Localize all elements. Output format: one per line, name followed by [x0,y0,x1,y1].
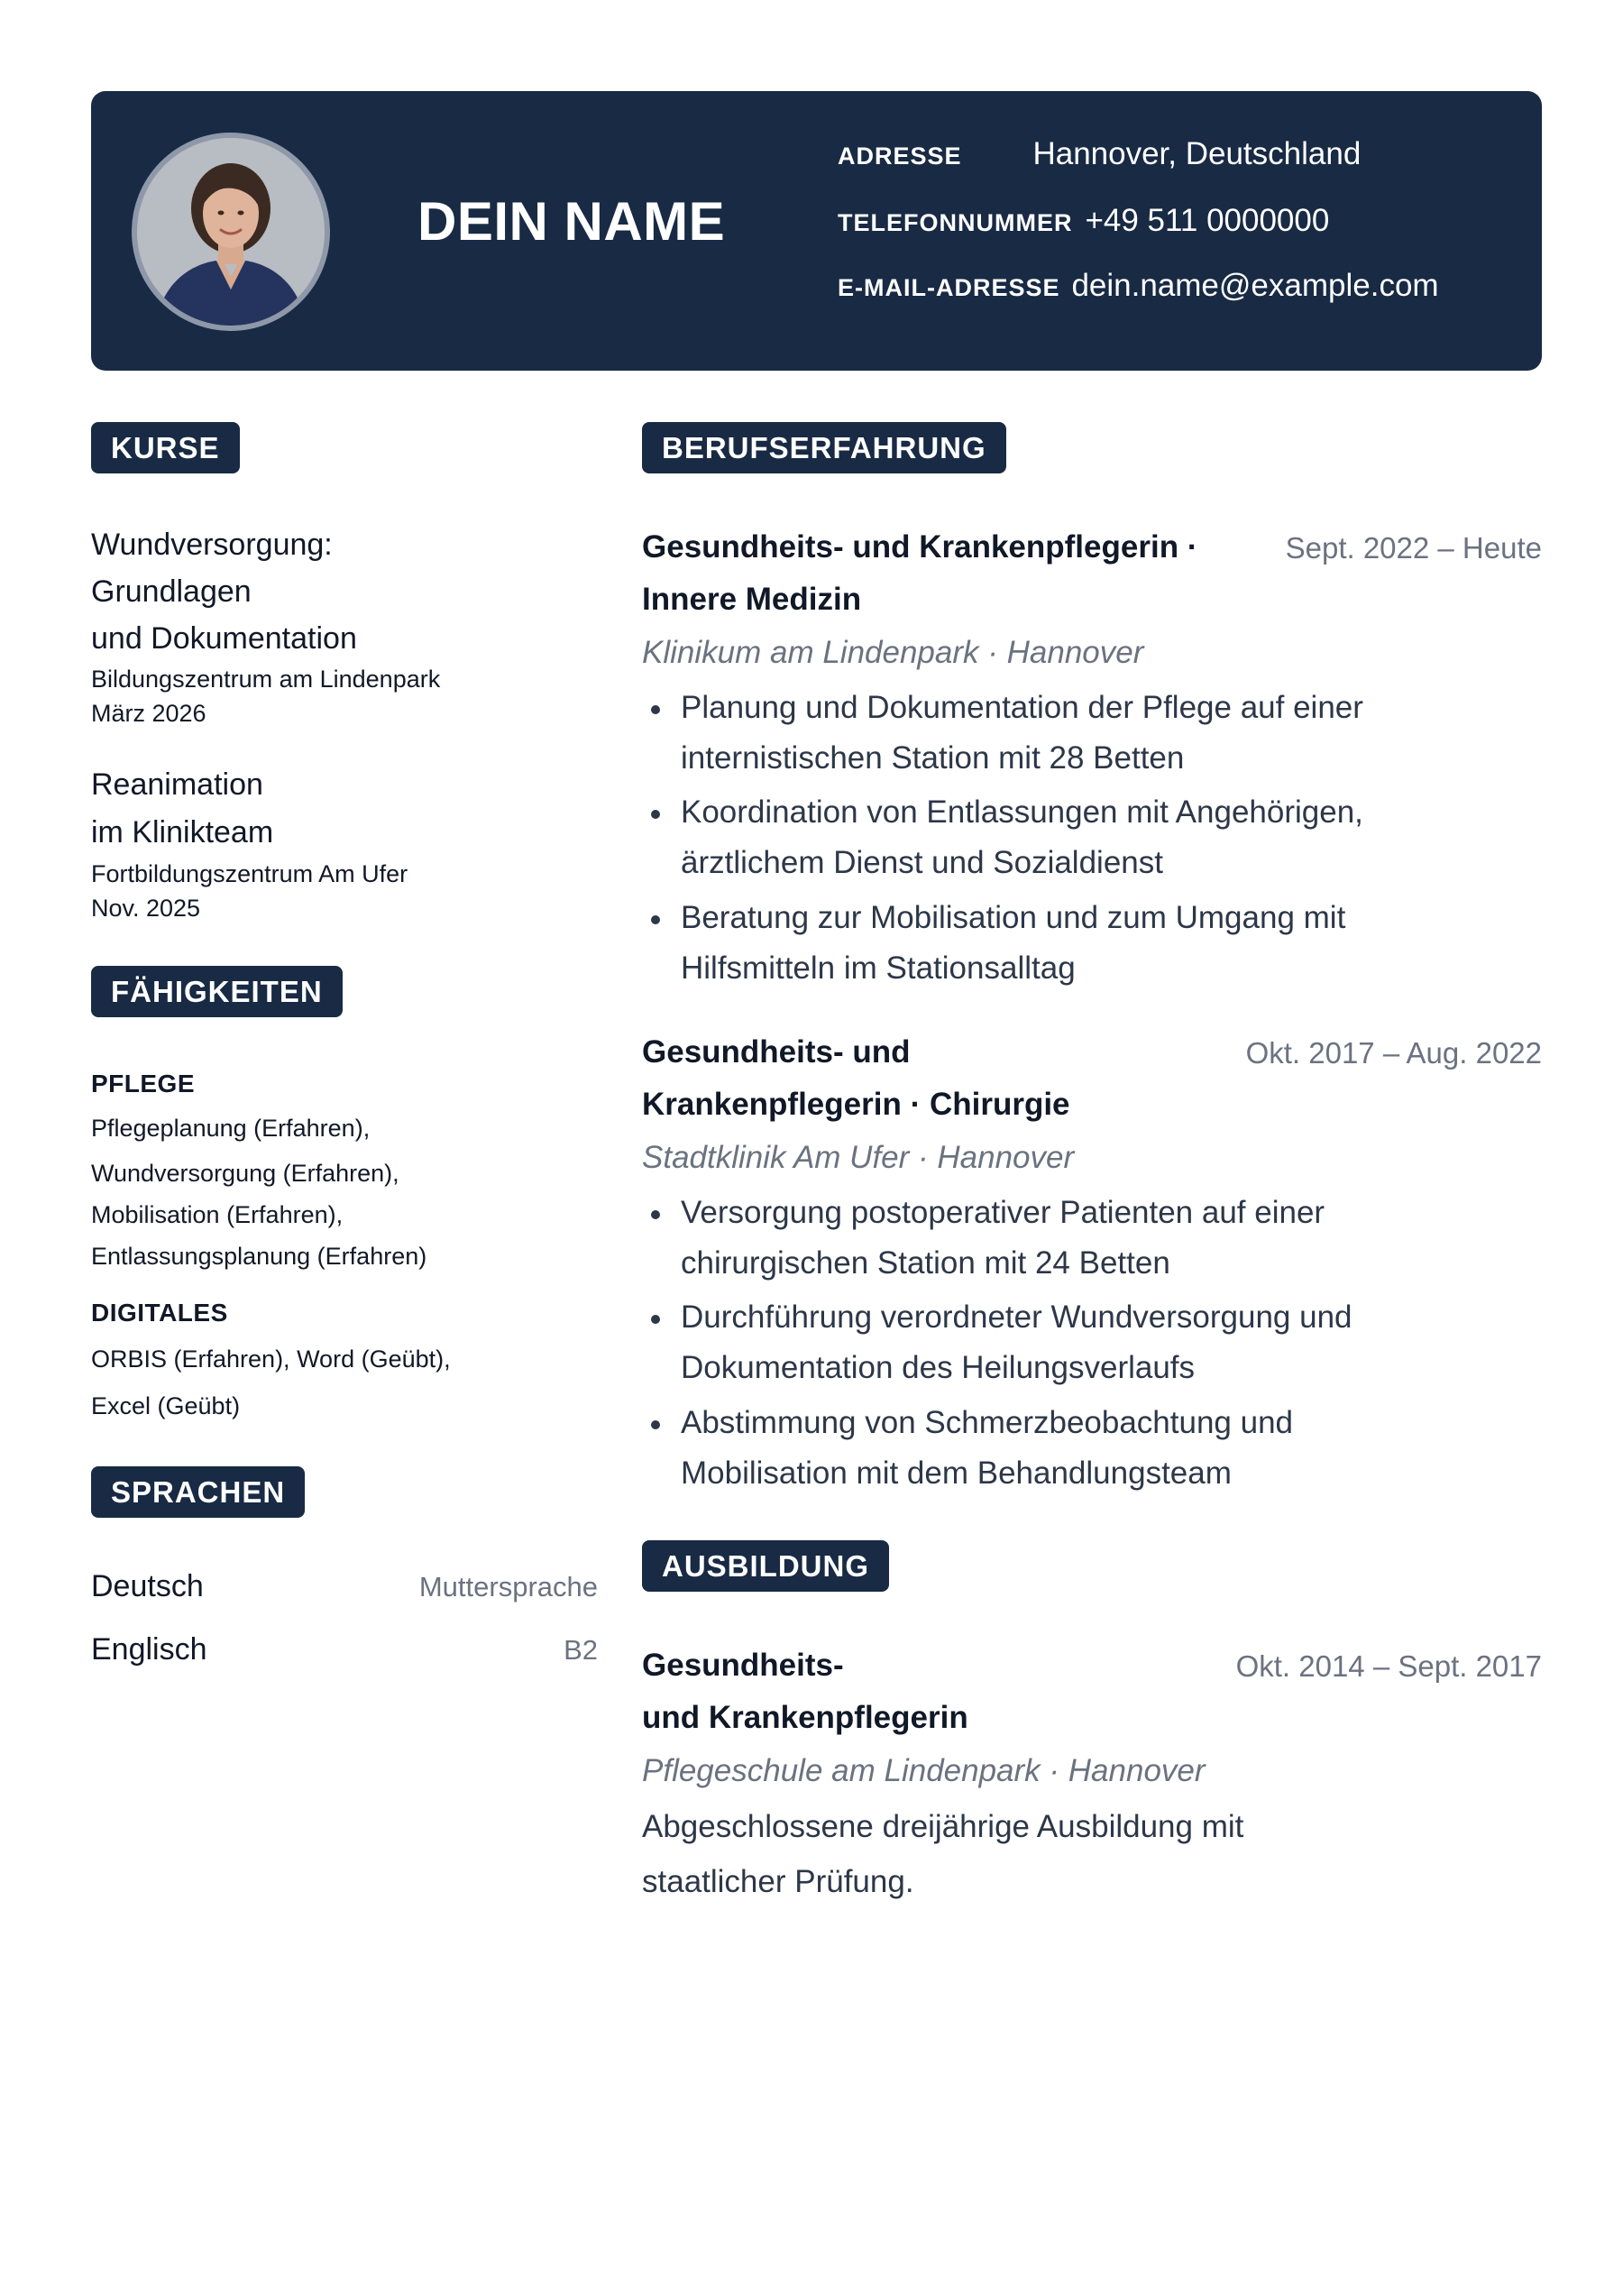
job-employer: Klinikum am Lindenpark · Hannover [642,635,1144,670]
language-level: Muttersprache [418,1571,598,1603]
list-item: Versorgung postoperativer Patienten auf einer chirurgischen Station mit 24 Betten [642,1188,1325,1289]
description-line: staatlicher Prüfung. [642,1864,914,1899]
job-title-line: Innere Medizin [642,582,862,617]
skill-category: PFLEGE [91,1070,196,1097]
section-heading-skills: FÄHIGKEITEN [91,966,343,1017]
course-date: Nov. 2025 [91,895,201,922]
job-title-line: Krankenpflegerin · Chirurgie [642,1087,1070,1122]
section-heading-languages: SPRACHEN [91,1466,305,1518]
contact-value: +49 511 0000000 [1085,203,1330,238]
course-institution: Fortbildungszentrum Am Ufer [91,860,408,887]
list-item: Abstimmung von Schmerzbeobachtung und Mobilisation mit dem Behandlungsteam [642,1398,1293,1499]
contact-value: Hannover, Deutschland [1032,136,1362,171]
contact-label: TELEFONNUMMER [838,209,1073,236]
contact-address [838,136,1361,172]
skill-line: Pflegeplanung (Erfahren), [91,1115,371,1142]
skill-line: ORBIS (Erfahren), Word (Geübt), [91,1345,451,1373]
course-title-line: im Klinikteam [91,815,274,850]
contact-phone [838,203,1329,239]
course-title-line: Grundlagen [91,574,252,609]
course-title-line: Wundversorgung: [91,528,333,562]
education-title [642,1639,968,1744]
education-description [642,1799,1243,1909]
language-level: B2 [564,1634,598,1666]
education-title-line: und Krankenpflegerin [642,1700,968,1735]
skill-category: DIGITALES [91,1299,228,1327]
job-date: Okt. 2017 – Aug. 2022 [1245,1036,1542,1070]
job-employer: Stadtklinik Am Ufer · Hannover [642,1140,1075,1175]
list-item: Koordination von Entlassungen mit Angehörigen, ärztlichem Dienst und Sozialdienst [642,787,1363,888]
contact-label: E-MAIL-ADRESSE [838,274,1060,301]
skill-line: Mobilisation (Erfahren), [91,1201,344,1228]
contact-value: dein.name@example.com [1071,268,1439,303]
description-line: Abgeschlossene dreijährige Ausbildung mit [642,1809,1244,1844]
candidate-name: DEIN NAME [417,191,726,252]
skill-line: Wundversorgung (Erfahren), [91,1160,399,1187]
skill-line: Excel (Geübt) [91,1392,241,1419]
contact-email [838,268,1439,304]
contact-label: ADRESSE [838,142,962,170]
language-name: Englisch [91,1632,207,1667]
section-heading-education: AUSBILDUNG [642,1540,889,1592]
course-title-line: und Dokumentation [91,621,357,656]
section-heading-experience: BERUFSERFAHRUNG [642,422,1006,473]
header-banner [91,91,1542,371]
education-school: Pflegeschule am Lindenpark · Hannover [642,1753,1206,1788]
education-date: Okt. 2014 – Sept. 2017 [1235,1649,1542,1683]
list-item: Durchführung verordneter Wundversorgung und Dokumentation des Heilungsverlaufs [642,1292,1352,1393]
language-name: Deutsch [91,1569,204,1603]
education-title-line: Gesundheits- [642,1648,844,1683]
list-item: Planung und Dokumentation der Pflege auf einer internistischen Station mit 28 Betten [642,683,1363,784]
job-date: Sept. 2022 – Heute [1285,531,1542,565]
skill-line: Entlassungsplanung (Erfahren) [91,1243,427,1270]
course-item [91,761,408,925]
course-item [91,521,440,730]
section-heading-courses: KURSE [91,422,240,473]
job-title-line: Gesundheits- und [642,1034,911,1070]
job-title [642,1026,1070,1131]
list-item: Beratung zur Mobilisation und zum Umgang mit Hilfsmitteln im Stationsalltag [642,893,1345,994]
course-title-line: Reanimation [91,767,263,802]
job-title [642,521,1197,626]
course-institution: Bildungszentrum am Lindenpark [91,666,441,693]
profile-photo [132,133,330,331]
course-date: März 2026 [91,700,206,727]
job-title-line: Gesundheits- und Krankenpflegerin · [642,529,1198,565]
